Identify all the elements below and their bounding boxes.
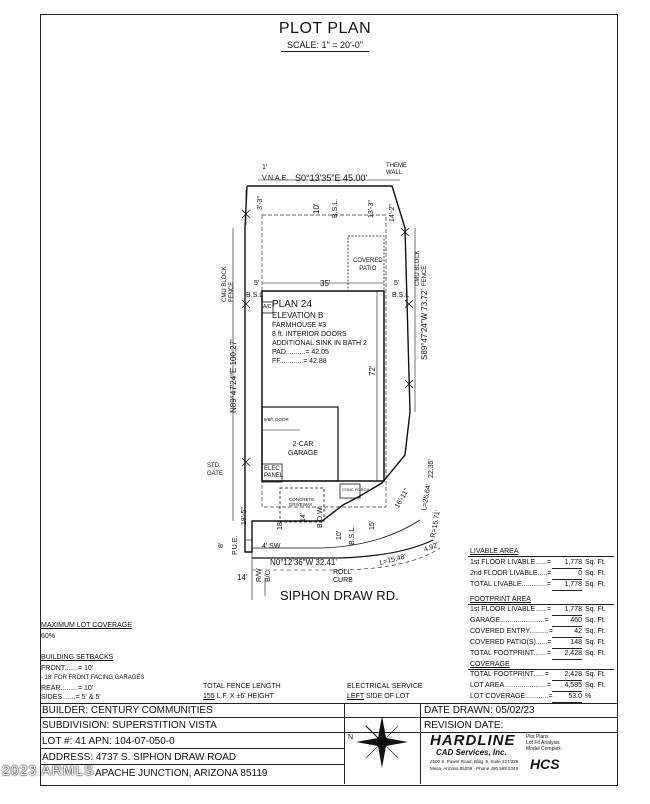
area-row — [470, 681, 606, 692]
area-row-label: TOTAL LIVABLE.............= — [470, 581, 551, 588]
area-row — [470, 670, 606, 681]
area-row-value: 148 — [552, 638, 582, 649]
bow-label: B.O.W. — [317, 505, 324, 528]
curve-label: 22.35' — [428, 459, 435, 478]
watermark: 2023 ARMLS — [2, 762, 95, 778]
titleblock-top-rule — [40, 703, 617, 704]
ac-label: A/C — [263, 304, 272, 310]
area-row-unit: Sq. Ft. — [585, 559, 606, 566]
area-row-label: 1st FLOOR LIVABLE......= — [470, 606, 551, 613]
driveway-label: CONCRETE DRIVEWAY — [289, 497, 315, 507]
area-row-unit: Sq. Ft. — [585, 606, 606, 613]
elevation-label: ELEVATION B — [272, 311, 324, 320]
area-row-unit: Sq. Ft. — [585, 617, 606, 624]
garage-door-label: 9/8ft. DOOR — [264, 417, 289, 422]
builder-field: BUILDER: CENTURY COMMUNITIES — [42, 705, 213, 716]
setback-front-note: - 18' FOR FRONT FACING GARAGES — [41, 675, 145, 681]
pad-elevation: PAD..........= 42.05 — [272, 349, 329, 356]
dim-label: 14' — [237, 573, 248, 582]
area-row-unit: Sq. Ft. — [585, 671, 606, 678]
area-row — [470, 580, 606, 591]
cmu-fence-right-label: CMU BLOCK FENCE — [415, 250, 428, 286]
subdivision-field: SUBDIVISION: SUPERSTITION VISTA — [42, 720, 217, 731]
dim-label: 3'-3" — [257, 196, 264, 210]
area-row-unit: Sq. Ft. — [585, 581, 606, 588]
curve-label: L=26.64' — [421, 483, 433, 512]
company-sub: CAD Services, Inc. — [436, 748, 507, 757]
coverage-table — [470, 670, 606, 703]
north-arrow-icon — [352, 712, 412, 772]
setback-rear: REAR.........= 10' — [41, 685, 94, 692]
area-row — [470, 558, 606, 569]
dim-label: 35' — [320, 279, 331, 288]
arc-length-label: L=15.48' — [379, 553, 407, 567]
area-row-value: 1,778 — [552, 605, 582, 616]
lot-boundary — [245, 186, 410, 552]
ff-elevation: FF............= 42.88 — [272, 358, 327, 365]
livable-table — [470, 558, 606, 591]
company-address: 2500 S. Power Road, Bldg. 9, Suite 227/228 — [430, 759, 519, 764]
dim-label: 14'-2" — [389, 204, 396, 222]
company-monogram: HCS — [530, 756, 560, 772]
farmhouse-label: FARMHOUSE #3 — [272, 322, 327, 329]
table-rule — [468, 556, 614, 557]
date-drawn-field: DATE DRAWN: 05/02/23 — [424, 705, 535, 716]
dim-label: 16'-11" — [394, 487, 411, 510]
max-coverage-heading: MAXIMUM LOT COVERAGE — [41, 622, 132, 629]
dim-label: 10' — [312, 203, 321, 214]
area-row — [470, 692, 606, 703]
plan-name: PLAN 24 — [272, 299, 313, 310]
company-phone: Mesa, Arizona 85209 - Phone 480.599.5349 — [430, 766, 519, 771]
area-row-label: GARAGE.......................= — [470, 617, 549, 624]
scale-label: SCALE: 1" = 20'-0" — [287, 40, 363, 50]
north-label: N — [348, 734, 354, 741]
area-row-value: 4,585 — [552, 681, 582, 692]
bsl-label: B.S.L. — [349, 525, 356, 545]
dim-label: 14' — [300, 512, 307, 522]
area-row — [470, 605, 606, 616]
electrical-heading: ELECTRICAL SERVICE — [347, 683, 423, 690]
area-row-label: TOTAL FOOTPRINT......= — [470, 671, 550, 678]
area-row-value: 2,428 — [552, 670, 582, 681]
area-row-value: 460 — [552, 616, 582, 627]
titleblock-divider — [420, 703, 421, 784]
dim-label: 4.92' — [423, 541, 440, 554]
electrical-side: LEFT SIDE OF LOT — [347, 693, 410, 700]
area-row-label: COVERED PATIO(S)......= — [470, 639, 552, 646]
dim-label: 13'-3" — [368, 200, 375, 218]
area-row-value: 2,428 — [552, 649, 582, 660]
dim-label: 5' — [254, 280, 260, 287]
revision-date-field: REVISION DATE: — [424, 720, 504, 731]
area-row — [470, 649, 606, 660]
theme-wall-label: THEME WALL — [386, 163, 407, 176]
area-row-value: 0 — [552, 569, 582, 580]
company-services: Plot Plans Lot Fit Analysis Model Complex — [526, 734, 561, 752]
dim-label: 8' — [218, 542, 225, 548]
area-row-value: 42 — [552, 627, 582, 638]
dim-label: 1' — [262, 164, 268, 171]
garage-label: 2-CAR GARAGE — [288, 441, 318, 457]
setbacks-heading: BUILDING SETBACKS — [41, 654, 114, 661]
company-name: HARDLINE — [430, 732, 516, 749]
sidewalk-label: 4' SW — [262, 543, 281, 550]
area-row — [470, 569, 606, 580]
area-row-label: LOT COVERAGE............= — [470, 693, 553, 700]
area-row-label: LOT AREA......................= — [470, 682, 551, 689]
top-bearing-label: S0°13'35"E 45.00' — [295, 173, 368, 183]
vnae-label: V.N.A.E. — [262, 175, 289, 182]
fence-length: 155 L.F. X ±6' HEIGHT — [203, 693, 274, 700]
bc-label: B/C — [265, 570, 272, 582]
bsl-label: B.S.L. — [332, 198, 339, 218]
interior-doors-label: 8 ft. INTERIOR DOORS — [272, 331, 347, 338]
area-row-value: 1,778 — [552, 580, 582, 591]
company-logo — [430, 732, 560, 776]
elec-panel-label: ELEC PANEL — [264, 466, 284, 479]
setback-sides: SIDES.......= 5' & 5' — [41, 694, 101, 701]
right-bearing-label: S89°47'24"W 73.72' — [420, 289, 429, 360]
area-row-unit: Sq. Ft. — [585, 639, 606, 646]
rw-label: R/W — [256, 568, 263, 582]
area-row — [470, 638, 606, 649]
left-bearing-label: N89°47'24"E 100.27' — [229, 339, 238, 413]
livable-heading: LIVABLE AREA — [470, 548, 519, 555]
area-row-unit: Sq. Ft. — [585, 682, 606, 689]
city-field: APACHE JUNCTION, ARIZONA 85119 — [95, 768, 268, 779]
cmu-fence-left-label: CMU BLOCK FENCE — [222, 266, 235, 302]
dim-label: 15' — [369, 520, 376, 530]
area-row-label: 1st FLOOR LIVABLE......= — [470, 559, 551, 566]
max-coverage-value: 60% — [41, 633, 56, 640]
additional-sink-label: ADDITIONAL SINK IN BATH 2 — [272, 340, 367, 347]
area-row-unit: Sq. Ft. — [585, 570, 606, 577]
area-row-unit: Sq. Ft. — [585, 628, 606, 635]
bottom-bearing-label: N0°12'36"W 32.41' — [270, 558, 337, 567]
area-row-unit: % — [585, 693, 592, 700]
curve-label: R=15.71' — [430, 509, 442, 539]
roll-curb-label: ROLL CURB — [333, 569, 353, 584]
street-name: SIPHON DRAW RD. — [280, 588, 399, 603]
area-row-unit: Sq. Ft. — [585, 650, 606, 657]
area-row-label: 2nd FLOOR LIVABLE.....= — [470, 570, 552, 577]
area-row-label: COVERED ENTRY..........= — [470, 628, 553, 635]
porch-label: CONC PORCH — [342, 487, 370, 492]
covered-patio-label: COVERED PATIO — [353, 258, 383, 272]
bsl-label: B.S.L — [246, 292, 264, 299]
titleblock-divider — [344, 703, 345, 784]
area-row-label: TOTAL FOOTPRINT.......= — [470, 650, 551, 657]
dim-label: 72' — [368, 365, 377, 376]
titleblock-rule — [40, 748, 344, 749]
area-row — [470, 627, 606, 638]
dim-label: 5' — [394, 280, 400, 287]
area-row — [470, 616, 606, 627]
fence-heading: TOTAL FENCE LENGTH — [203, 683, 281, 690]
address-field: ADDRESS: 4737 S. SIPHON DRAW ROAD — [42, 752, 237, 763]
area-row-value: 1,778 — [552, 558, 582, 569]
dim-label: 18'-5" — [241, 507, 248, 525]
footprint-heading: FOOTPRINT AREA — [470, 596, 531, 603]
std-gate-label: STD. GATE — [207, 463, 223, 477]
bsl-label: B.S.L — [392, 292, 410, 299]
page-title: PLOT PLAN — [278, 20, 372, 37]
titleblock-rule — [40, 717, 617, 718]
dim-label: 18' — [277, 520, 284, 530]
pue-label: P.U.E. — [232, 535, 239, 555]
lot-field: LOT #: 41 APN: 104-07-050-0 — [42, 736, 175, 747]
setback-front: FRONT.......= 10' — [41, 665, 94, 672]
coverage-heading: COVERAGE — [470, 661, 510, 668]
area-row-value: 53.0 — [552, 692, 582, 703]
dim-label: 10' — [336, 530, 343, 540]
footprint-table — [470, 605, 606, 660]
